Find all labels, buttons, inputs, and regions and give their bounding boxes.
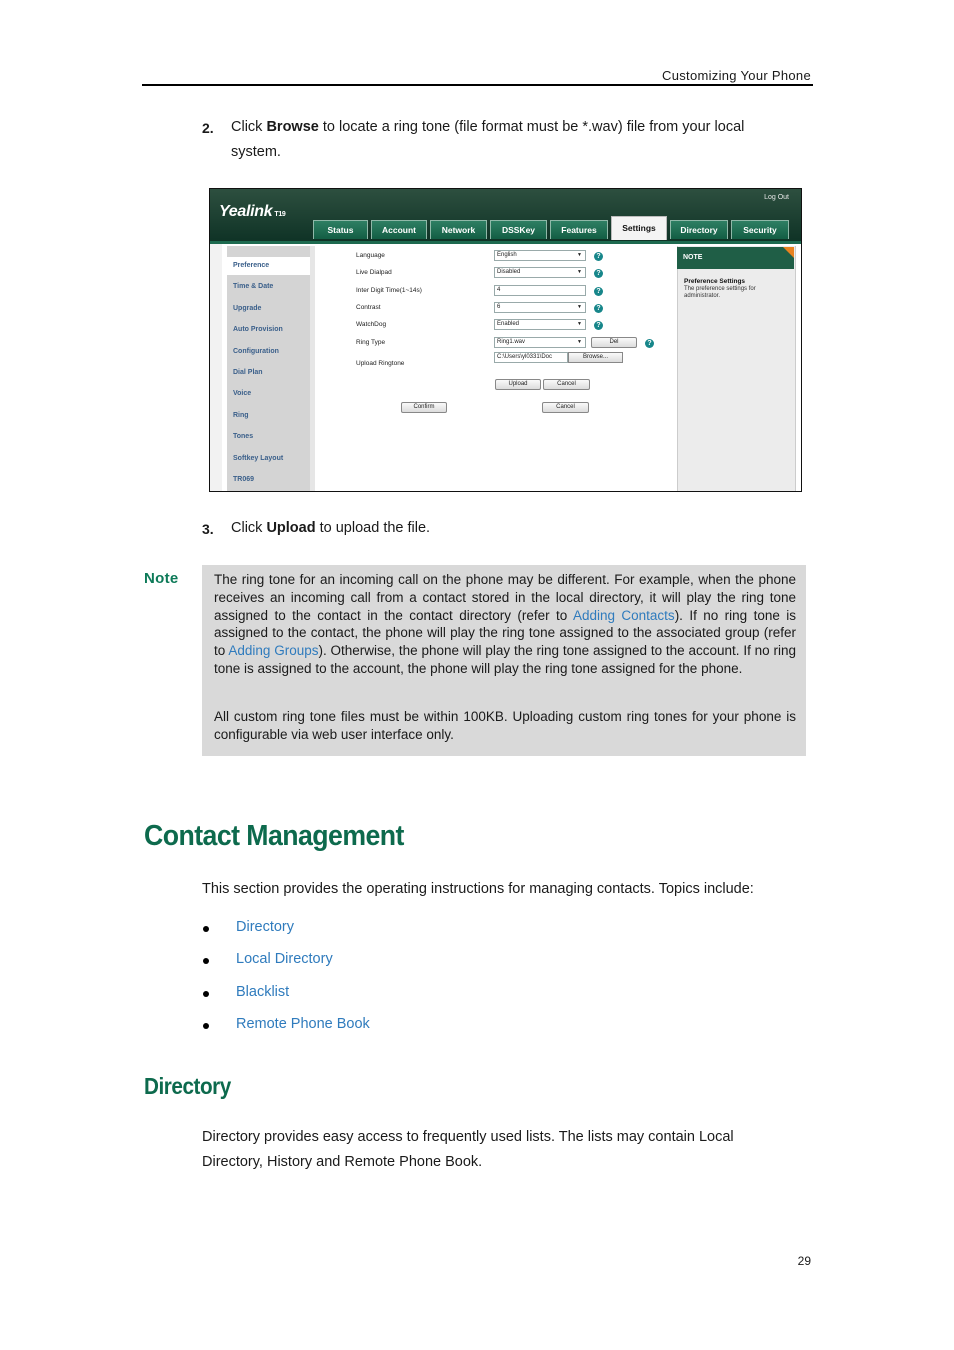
sidebar-item-dial-plan[interactable]: Dial Plan bbox=[233, 369, 263, 376]
running-header: Customizing Your Phone bbox=[662, 68, 811, 83]
help-icon[interactable]: ? bbox=[594, 252, 603, 261]
upload-cancel-button[interactable]: Cancel bbox=[543, 379, 590, 390]
tab-features[interactable]: Features bbox=[550, 220, 608, 239]
page-number: 29 bbox=[797, 1254, 811, 1268]
step-text-post: to locate a ring tone (file format must be *.wav) file from your local bbox=[318, 119, 745, 135]
logo-model: T19 bbox=[274, 211, 286, 218]
confirm-button[interactable]: Confirm bbox=[401, 402, 447, 413]
sidebar-shadow bbox=[310, 246, 315, 491]
note-label: Note bbox=[144, 570, 179, 587]
dropdown-arrow-icon: ▼ bbox=[577, 252, 582, 258]
live-dialpad-value: Disabled bbox=[497, 269, 521, 275]
help-icon[interactable]: ? bbox=[594, 269, 603, 278]
adding-groups-link[interactable]: Adding Groups bbox=[228, 643, 319, 659]
upload-button[interactable]: Upload bbox=[495, 379, 541, 390]
web-ui-screenshot bbox=[209, 188, 802, 492]
note-corner-icon bbox=[783, 247, 794, 258]
tab-status[interactable]: Status bbox=[313, 220, 368, 239]
tab-dsskey[interactable]: DSSKey bbox=[490, 220, 547, 239]
sidebar-item-configuration[interactable]: Configuration bbox=[233, 348, 279, 355]
step-action-upload: Upload bbox=[266, 520, 316, 536]
upload-ringtone-label: Upload Ringtone bbox=[356, 360, 405, 367]
note-panel-text: The preference settings for administrator. bbox=[684, 286, 756, 299]
watchdog-label: WatchDog bbox=[356, 321, 387, 328]
help-icon[interactable]: ? bbox=[594, 321, 603, 330]
sidebar-item-ring[interactable]: Ring bbox=[233, 412, 249, 419]
tab-account[interactable]: Account bbox=[371, 220, 427, 239]
subsection-body bbox=[202, 1125, 812, 1175]
language-value: English bbox=[497, 252, 517, 258]
contrast-value: 6 bbox=[497, 304, 501, 310]
sidebar-item-time-date[interactable]: Time & Date bbox=[233, 283, 274, 290]
delete-ringtone-button[interactable]: Del bbox=[591, 337, 637, 348]
note-text: ). If no ring tone is assigned to the contact, the phone will play the ring tone assigned to the associated group (refer to bbox=[214, 607, 797, 659]
note-panel-heading: Preference Settings bbox=[684, 278, 746, 285]
tab-settings[interactable]: Settings bbox=[611, 216, 667, 240]
step-text-pre: Click bbox=[231, 520, 267, 536]
contrast-select[interactable] bbox=[494, 302, 586, 313]
header-rule bbox=[142, 84, 813, 86]
sidebar-item-tones[interactable]: Tones bbox=[233, 433, 254, 440]
help-icon[interactable]: ? bbox=[594, 304, 603, 313]
topic-link-remote-phone-book[interactable]: Remote Phone Book bbox=[236, 1016, 370, 1032]
sidebar-item-tr069[interactable]: TR069 bbox=[233, 476, 255, 483]
subsection-title: Directory bbox=[144, 1073, 231, 1099]
step-number: 2. bbox=[202, 120, 214, 136]
live-dialpad-label: Live Dialpad bbox=[356, 269, 392, 276]
browse-button[interactable]: Browse... bbox=[568, 352, 623, 363]
sidebar-item-upgrade[interactable]: Upgrade bbox=[233, 305, 262, 312]
ring-type-select[interactable] bbox=[494, 337, 586, 348]
yealink-logo bbox=[219, 203, 286, 221]
language-select[interactable] bbox=[494, 250, 586, 261]
step-action-browse: Browse bbox=[266, 119, 319, 135]
tab-directory[interactable]: Directory bbox=[670, 220, 728, 239]
note-text: The ring tone for an incoming call on the phone may be different. For example, when the phone receives an incoming call from a contact stored in the local directory, it will play the ring tone assigned to the contact in the contact directory (refer to bbox=[214, 572, 796, 623]
note-paragraph bbox=[214, 571, 796, 678]
step-number: 3. bbox=[202, 521, 214, 537]
bullet-icon bbox=[203, 1023, 209, 1029]
language-label: Language bbox=[356, 252, 385, 259]
bullet-icon bbox=[203, 991, 209, 997]
adding-contacts-link[interactable]: Adding Contacts bbox=[572, 607, 675, 623]
sidebar-item-voice[interactable]: Voice bbox=[233, 390, 252, 397]
step-text bbox=[231, 516, 811, 541]
topic-link-blacklist[interactable]: Blacklist bbox=[236, 984, 290, 1000]
sidebar-item-softkey-layout[interactable]: Softkey Layout bbox=[233, 455, 284, 462]
note-paragraph-2: All custom ring tone files must be within 100KB. Uploading custom ring tones for your phone is configurable via web user interface only. bbox=[214, 709, 796, 742]
web-ui-gutter bbox=[210, 244, 222, 491]
topic-link-directory[interactable]: Directory bbox=[236, 919, 295, 935]
dropdown-arrow-icon: ▼ bbox=[577, 339, 582, 345]
help-icon[interactable]: ? bbox=[594, 287, 603, 296]
step-text-post: to upload the file. bbox=[315, 520, 431, 536]
watchdog-select[interactable] bbox=[494, 319, 586, 330]
step-text-pre: Click bbox=[231, 119, 267, 135]
logo-text: Yealink bbox=[219, 203, 273, 220]
ring-type-label: Ring Type bbox=[356, 339, 386, 346]
dropdown-arrow-icon: ▼ bbox=[577, 321, 582, 327]
step-text bbox=[231, 115, 811, 165]
tab-network[interactable]: Network bbox=[430, 220, 487, 239]
inter-digit-input[interactable]: 4 bbox=[494, 285, 586, 296]
step-text-line2: system. bbox=[231, 144, 281, 160]
subsection-body-line2: Directory, History and Remote Phone Book. bbox=[202, 1154, 483, 1170]
dropdown-arrow-icon: ▼ bbox=[577, 269, 582, 275]
section-title: Contact Management bbox=[144, 820, 404, 852]
topic-link-local-directory[interactable]: Local Directory bbox=[236, 951, 333, 967]
web-ui-accent-bar bbox=[210, 241, 801, 244]
subsection-body-line1: Directory provides easy access to frequently used lists. The lists may contain Local bbox=[202, 1129, 734, 1145]
note-panel-title: NOTE bbox=[677, 247, 794, 269]
ringtone-file-path-input[interactable]: C:\Users\yl0331\Doc bbox=[494, 352, 568, 363]
ring-type-value: Ring1.wav bbox=[497, 339, 526, 345]
note-text: ). Otherwise, the phone will play the ring tone assigned to the account. If no ring tone is assigned to the account, the phone will play the ring tone assigned for the phone. bbox=[214, 643, 797, 676]
dropdown-arrow-icon: ▼ bbox=[577, 304, 582, 310]
tab-security[interactable]: Security bbox=[731, 220, 789, 239]
section-intro: This section provides the operating instructions for managing contacts. Topics include: bbox=[202, 881, 754, 897]
contrast-label: Contrast bbox=[356, 304, 381, 311]
watchdog-value: Enabled bbox=[497, 321, 520, 327]
bullet-icon bbox=[203, 926, 209, 932]
cancel-button[interactable]: Cancel bbox=[542, 402, 589, 413]
sidebar-item-auto-provision[interactable]: Auto Provision bbox=[233, 326, 283, 333]
help-icon[interactable]: ? bbox=[645, 339, 654, 348]
logout-link[interactable]: Log Out bbox=[764, 194, 789, 201]
bullet-icon bbox=[203, 958, 209, 964]
live-dialpad-select[interactable] bbox=[494, 267, 586, 278]
inter-digit-label: Inter Digit Time(1~14s) bbox=[356, 287, 422, 294]
sidebar-item-preference[interactable]: Preference bbox=[227, 257, 310, 275]
